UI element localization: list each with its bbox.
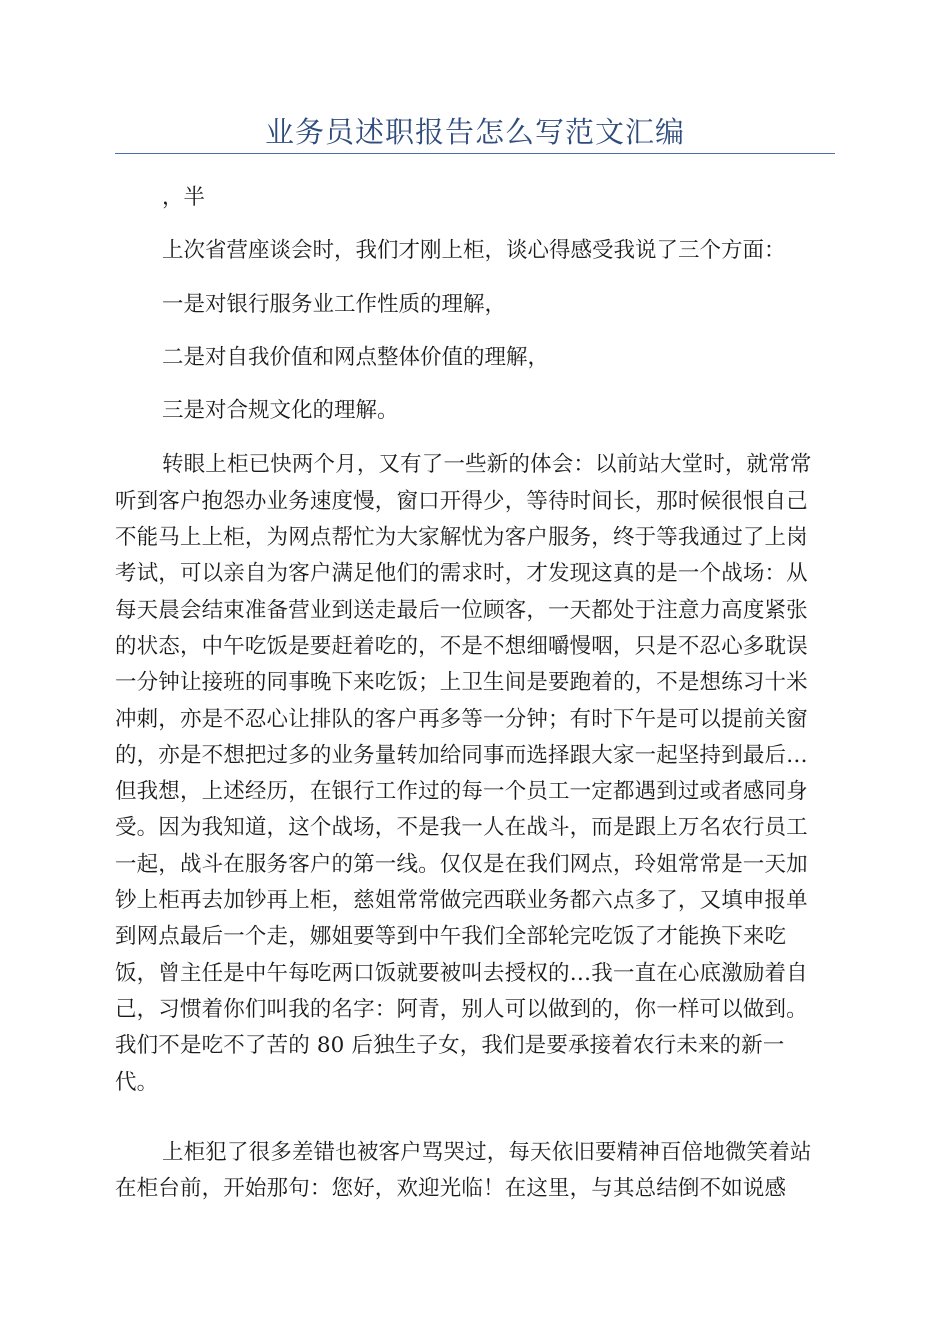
text-line: 在柜台前，开始那句：您好，欢迎光临！在这里，与其总结倒不如说感 [115, 1176, 787, 1202]
paragraph-point-two: 二是对自我价值和网点整体价值的理解， [162, 344, 550, 370]
text-line: 每天晨会结束准备营业到送走最后一位顾客，一天都处于注意力高度紧张 [115, 597, 808, 623]
document-body [115, 180, 840, 1207]
text-line: 受。因为我知道，这个战场，不是我一人在战斗，而是跟上万名农行员工 [115, 815, 808, 841]
text-line: 上柜犯了很多差错也被客户骂哭过，每天依旧要精神百倍地微笑着站 [162, 1139, 812, 1165]
text-line: 饭，曾主任是中午每吃两口饭就要被叫去授权的…我一直在心底激励着自 [115, 960, 808, 986]
text-line: 但我想，上述经历，在银行工作过的每一个员工一定都遇到过或者感同身 [115, 779, 808, 805]
paragraph-fragment: ，半 [162, 185, 206, 210]
text-line: 转眼上柜已快两个月，又有了一些新的体会：以前站大堂时，就常常 [162, 452, 812, 478]
document-title: 业务员述职报告怎么写范文汇编 [264, 115, 685, 149]
text-line: 代。 [115, 1069, 159, 1095]
text-line: 不能马上上柜，为网点帮忙为大家解忧为客户服务，终于等我通过了上岗 [115, 525, 808, 551]
text-line: 我们不是吃不了苦的 80 后独生子女，我们是要承接着农行未来的新一 [115, 1033, 785, 1059]
text-line: 冲刺，亦是不忍心让排队的客户再多等一分钟；有时下午是可以提前关窗 [115, 706, 808, 732]
paragraph-point-three: 三是对合规文化的理解。 [162, 398, 399, 424]
title-underline [115, 153, 835, 154]
paragraph-point-one: 一是对银行服务业工作性质的理解， [162, 291, 507, 317]
text-line: 听到客户抱怨办业务速度慢，窗口开得少，等待时间长，那时候很恨自己 [115, 488, 808, 514]
text-line: 钞上柜再去加钞再上柜，慈姐常常做完西联业务都六点多了，又填申报单 [115, 888, 808, 914]
text-line: 己，习惯着你们叫我的名字：阿青，别人可以做到的，你一样可以做到。 [115, 996, 808, 1022]
paragraph-counter-work [115, 1135, 840, 1208]
text-line: 的，亦是不想把过多的业务量转加给同事而选择跟大家一起坚持到最后… [115, 742, 808, 768]
text-line: 一起，战斗在服务客户的第一线。仅仅是在我们网点，玲姐常常是一天加 [115, 851, 808, 877]
paragraph-experience [115, 447, 840, 1100]
text-line: 到网点最后一个走，娜姐要等到中午我们全部轮完吃饭了才能换下来吃 [115, 924, 787, 950]
text-line: 考试，可以亲自为客户满足他们的需求时，才发现这真的是一个战场：从 [115, 561, 808, 587]
text-line: 的状态，中午吃饭是要赶着吃的，不是不想细嚼慢咽，只是不忍心多耽误 [115, 633, 808, 659]
paragraph-intro: 上次省营座谈会时，我们才刚上柜，谈心得感受我说了三个方面： [162, 238, 786, 264]
paragraph-spacer [115, 1101, 840, 1117]
text-line: 一分钟让接班的同事晚下来吃饭；上卫生间是要跑着的，不是想练习十米 [115, 670, 808, 696]
